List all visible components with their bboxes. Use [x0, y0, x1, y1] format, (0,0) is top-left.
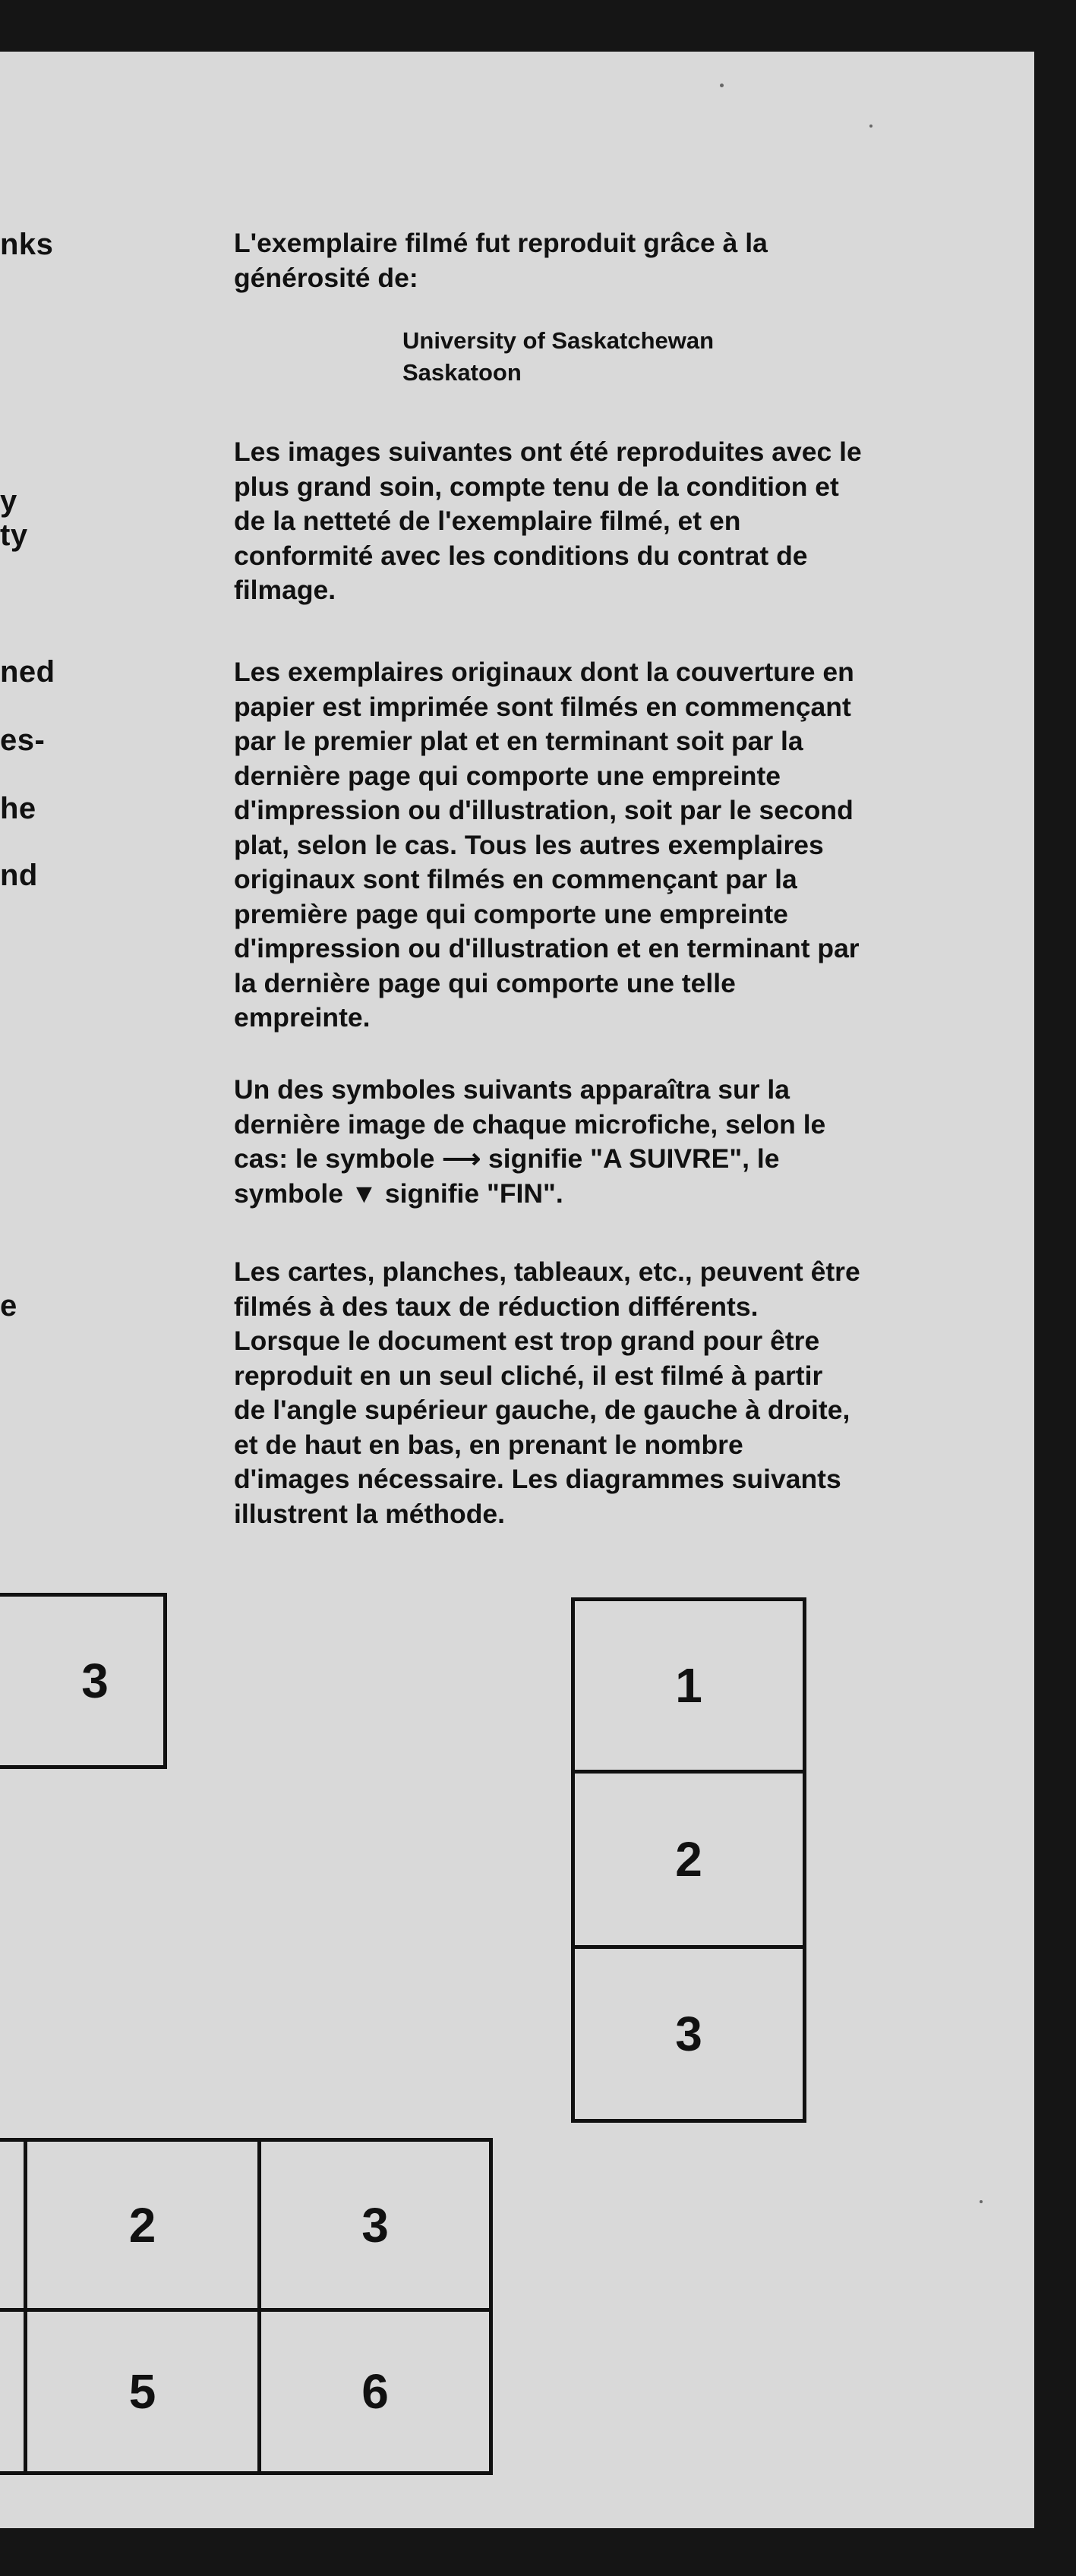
diagram-number: 3 [675, 2007, 702, 2061]
left-column-fragment: nd [0, 859, 38, 892]
left-column-fragment: es- [0, 724, 46, 757]
dust-speck [980, 2200, 983, 2203]
left-column-fragment: he [0, 792, 36, 825]
dust-speck [869, 125, 872, 128]
diagram-grid-cell [24, 2138, 261, 2312]
diagram-number: 3 [361, 2197, 389, 2253]
diagram-number: 1 [675, 1658, 702, 1713]
diagram-grid-cell [257, 2138, 493, 2312]
diagram-row-cell [0, 1593, 167, 1769]
diagram-number: 5 [128, 2364, 156, 2419]
diagram-column-cell [571, 1597, 806, 1774]
left-column-fragment: nks [0, 228, 54, 261]
diagram-grid-cell [257, 2308, 493, 2475]
left-column-fragment: ty [0, 519, 28, 552]
diagram-number: 6 [361, 2364, 389, 2419]
paragraph-maps: Les cartes, planches, tableaux, etc., peuvent être filmés à des taux de réduction différents. Lorsque le document est trop grand pour être reproduit en un seul cliché, il est filmé à partir de l'angle supérieur gauche, de gauche à droite, et de haut en bas, en prenant le nombre d'images nécessaire. Les diagrammes suivants illustrent la méthode. [234, 1256, 860, 1529]
diagram-number: 2 [675, 1832, 702, 1887]
paragraph-symbols: Un des symboles suivants apparaîtra sur la dernière image de chaque microfiche, selon le cas: le symbole ⟶ signifie "A SUIVRE", le symbole ▼ signifie "FIN". [234, 1074, 826, 1209]
diagram-grid-cell [24, 2308, 261, 2475]
paragraph-conditions: Les images suivantes ont été reproduites avec le plus grand soin, compte tenu de la condition et de la netteté de l'exemplaire filmé, et en conformité avec les conditions du contrat de filmage. [234, 437, 862, 605]
left-column-fragment: ned [0, 655, 55, 689]
dust-speck [720, 84, 724, 87]
left-column-fragment: e [0, 1289, 17, 1323]
institution-name: University of Saskatchewan Saskatoon [402, 327, 715, 386]
left-column-fragment: y [0, 484, 17, 518]
paragraph-originals: Les exemplaires originaux dont la couverture en papier est imprimée sont filmés en commençant par le premier plat et en terminant soit par la dernière page qui comporte une empreinte d'impression ou d'illustration, soit par le second plat, selon le cas. Tous les autres exemplaires originaux sont filmés en commençant par la première page qui comporte une empreinte d'impression ou d'illustration et en terminant par la dernière page qui comporte une telle empreinte. [234, 657, 860, 1033]
acknowledgement-intro: L'exemplaire filmé fut reproduit grâce à la générosité de: [234, 228, 768, 293]
diagram-number: 2 [128, 2197, 156, 2253]
diagram-number: 3 [81, 1654, 109, 1708]
diagram-column-cell [571, 1770, 806, 1949]
diagram-column-cell [571, 1945, 806, 2123]
page-sheet [0, 52, 1034, 2528]
